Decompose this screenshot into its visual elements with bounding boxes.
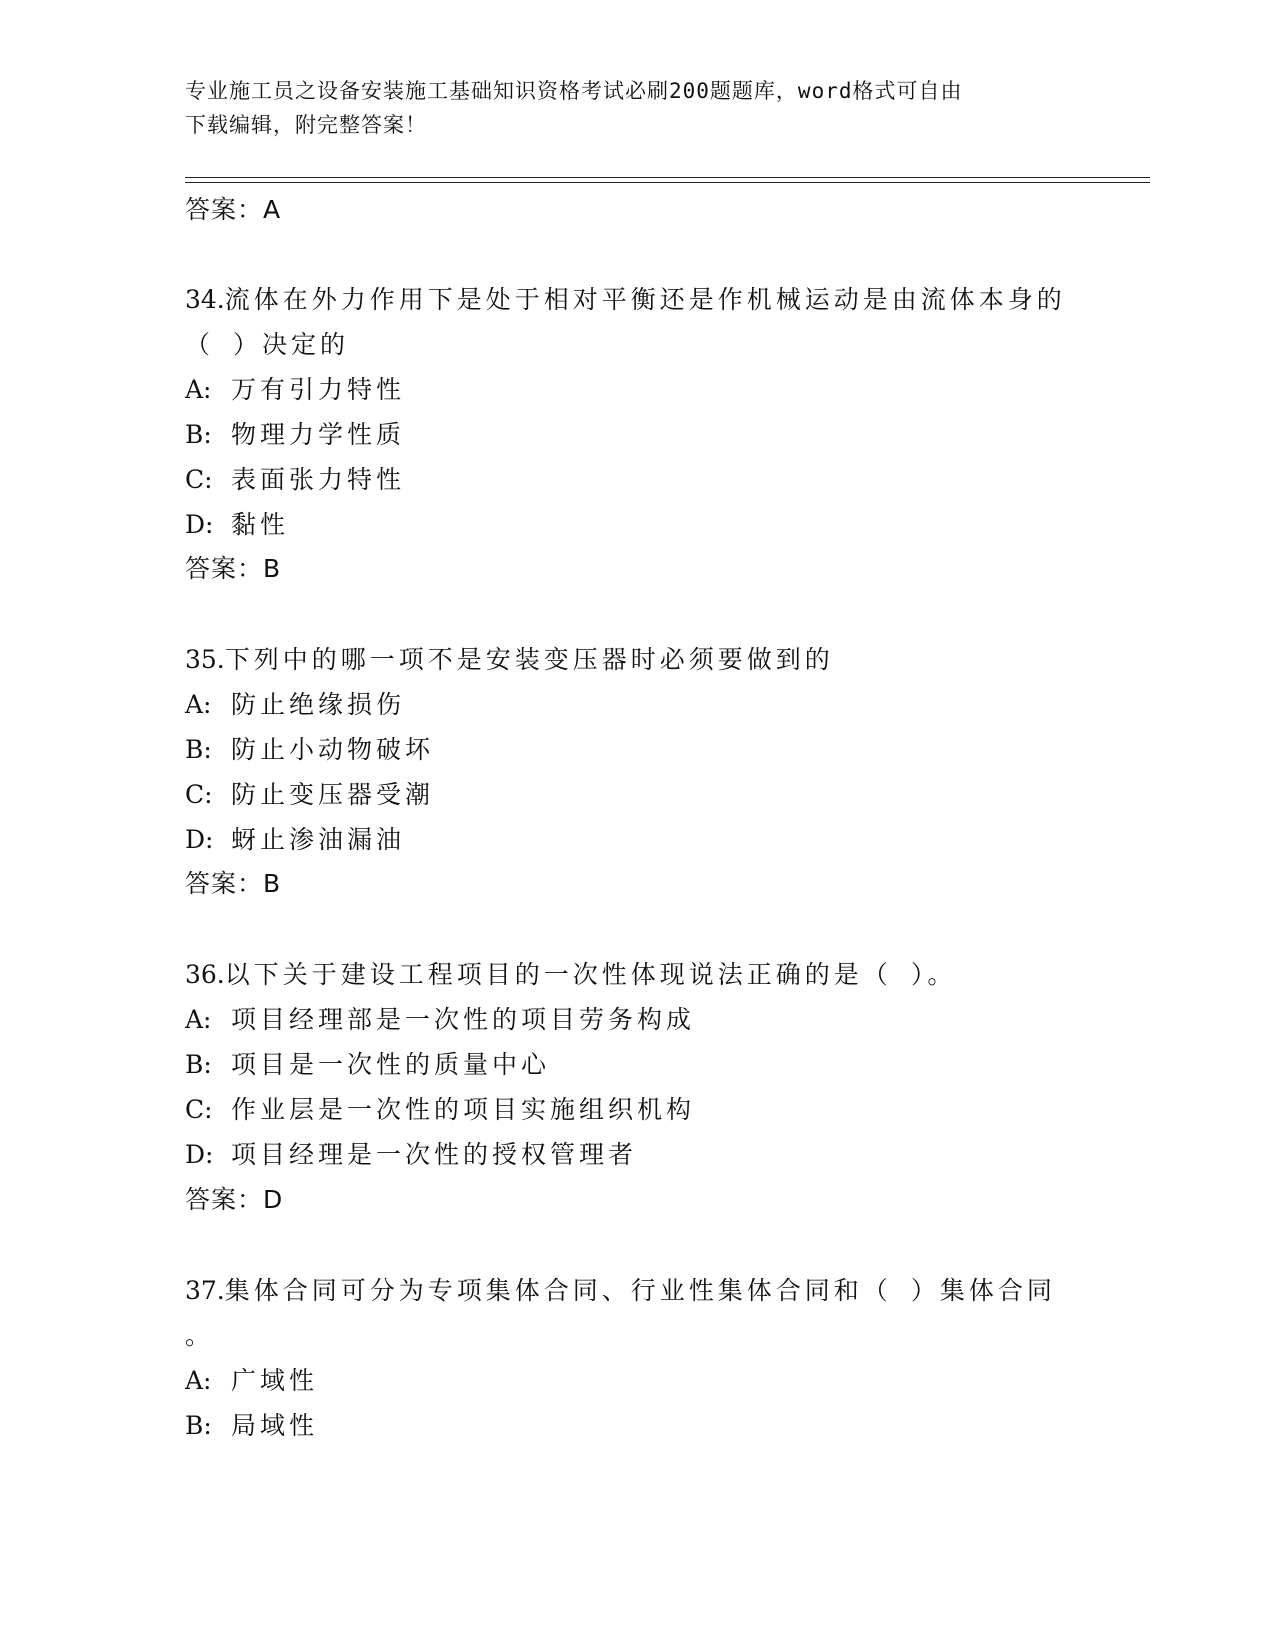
option-text: 表面张力特性: [231, 465, 406, 494]
question-36-option-a: [185, 1005, 695, 1035]
question-37-stem-cont: 。: [185, 1321, 215, 1350]
question-35-option-d: [185, 825, 405, 855]
option-text: 防止小动物破坏: [231, 735, 435, 764]
question-number: 37.: [185, 1276, 225, 1305]
option-text: 作业层是一次性的项目实施组织机构: [231, 1095, 696, 1124]
question-34-option-c: [185, 465, 405, 495]
question-text: 下列中的哪一项不是安装变压器时必须要做到的: [224, 645, 834, 674]
option-text: 项目是一次性的质量中心: [231, 1050, 551, 1079]
option-text: 局域性: [231, 1411, 319, 1440]
question-37-option-b: [185, 1411, 318, 1441]
option-text: 万有引力特性: [231, 375, 406, 404]
question-34-option-a: [185, 375, 405, 405]
option-letter: C:: [185, 465, 213, 494]
header-line-2: 下载编辑，附完整答案！: [185, 113, 427, 137]
option-letter: A:: [185, 1005, 212, 1034]
question-36-option-b: [185, 1050, 550, 1080]
question-35-answer: 答案：B: [185, 869, 282, 898]
option-letter: D:: [185, 1140, 214, 1169]
question-34-option-b: [185, 420, 405, 450]
question-number: 36.: [185, 960, 225, 989]
question-text: 流体在外力作用下是处于相对平衡还是作机械运动是由流体本身的: [224, 285, 1066, 314]
option-text: 黏性: [231, 510, 290, 539]
question-37-stem: [185, 1276, 1056, 1306]
header-divider-top: [185, 177, 1150, 178]
option-letter: A:: [185, 1366, 212, 1395]
question-34-option-d: [185, 510, 289, 540]
option-text: 广域性: [231, 1366, 319, 1395]
option-text: 项目经理部是一次性的项目劳务构成: [231, 1005, 696, 1034]
option-letter: A:: [185, 375, 212, 404]
option-letter: B:: [185, 735, 212, 764]
question-36-option-c: [185, 1095, 695, 1125]
header-divider-bottom: [185, 182, 1150, 183]
option-letter: D:: [185, 510, 214, 539]
question-text: 集体合同可分为专项集体合同、行业性集体合同和（ ）集体合同: [224, 1276, 1056, 1305]
question-34-stem-cont: （ ）决定的: [185, 330, 350, 359]
question-35-stem: [185, 645, 834, 675]
option-letter: B:: [185, 1050, 212, 1079]
page-header: [185, 74, 1065, 142]
question-number: 35.: [185, 645, 225, 674]
question-36-answer: 答案：D: [185, 1185, 284, 1214]
header-line-1: 专业施工员之设备安装施工基础知识资格考试必刷200题题库，word格式可自由: [185, 79, 963, 103]
question-34-answer: 答案：B: [185, 554, 282, 583]
option-letter: B:: [185, 1411, 212, 1440]
option-text: 物理力学性质: [231, 420, 406, 449]
question-number: 34.: [185, 285, 225, 314]
question-text: 以下关于建设工程项目的一次性体现说法正确的是（ ）。: [224, 960, 957, 989]
option-text: 防止绝缘损伤: [231, 690, 406, 719]
option-text: 项目经理是一次性的授权管理者: [231, 1140, 638, 1169]
question-37-option-a: [185, 1366, 318, 1396]
question-36-stem: [185, 960, 956, 990]
question-35-option-a: [185, 690, 405, 720]
option-letter: C:: [185, 1095, 213, 1124]
question-34-stem: [185, 285, 1066, 315]
question-36-option-d: [185, 1140, 637, 1170]
option-text: 蚜止渗油漏油: [231, 825, 406, 854]
option-letter: D:: [185, 825, 214, 854]
option-letter: B:: [185, 420, 212, 449]
question-35-option-b: [185, 735, 434, 765]
option-text: 防止变压器受潮: [231, 780, 435, 809]
option-letter: A:: [185, 690, 212, 719]
question-35-option-c: [185, 780, 434, 810]
option-letter: C:: [185, 780, 213, 809]
answer-prev: 答案：A: [185, 195, 282, 224]
